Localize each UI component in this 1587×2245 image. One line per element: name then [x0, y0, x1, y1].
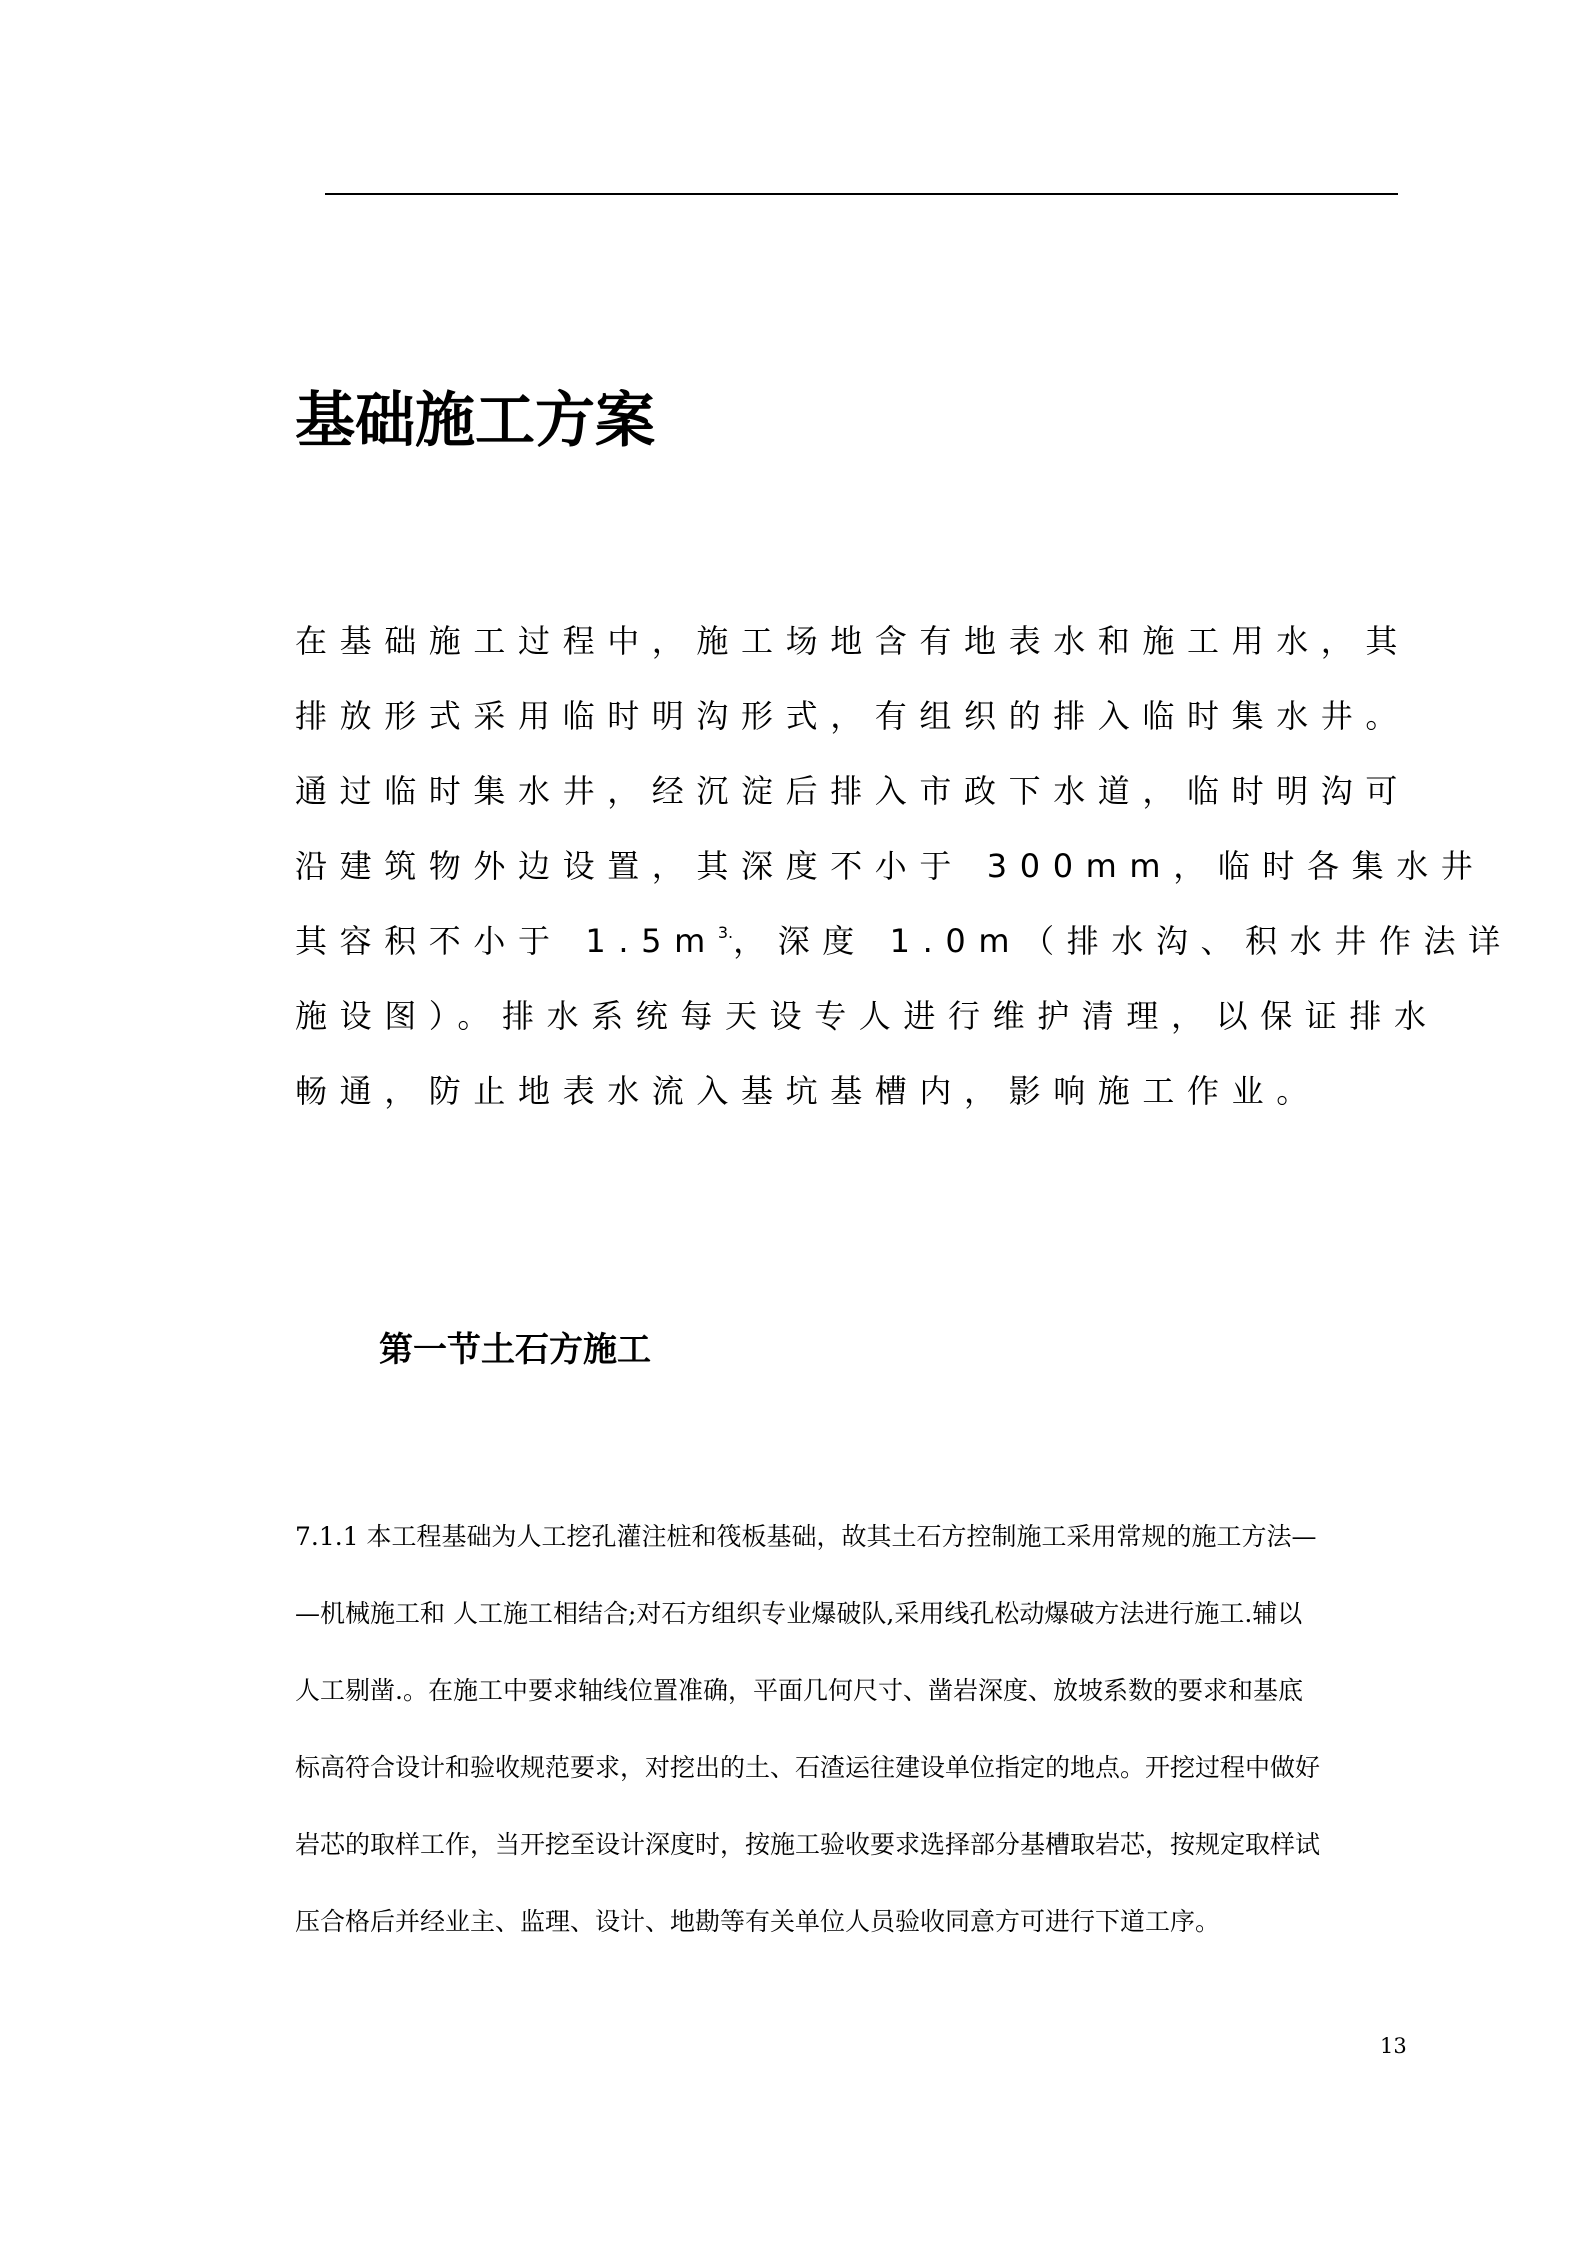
- body-line: 压合格后并经业主、监理、设计、地勘等有关单位人员验收同意方可进行下道工序。: [295, 1907, 1221, 1936]
- body-paragraph: [295, 1512, 1445, 1974]
- intro-line-part: 其容积不小于 1.5m: [295, 922, 718, 960]
- body-line: —机械施工和 人工施工相结合;对石方组织专业爆破队,采用线孔松动爆破方法进行施工.辅以: [295, 1599, 1303, 1628]
- intro-line: 畅通，防止地表水流入基坑基槽内，影响施工作业。: [295, 1072, 1321, 1110]
- body-line: 7.1.1 本工程基础为人工挖孔灌注桩和筏板基础，故其土石方控制施工采用常规的施工方法—: [295, 1522, 1317, 1551]
- intro-line: 在基础施工过程中，施工场地含有地表水和施工用水，其: [295, 622, 1411, 660]
- superscript-cubic: 3.: [717, 923, 734, 942]
- document-title: 基础施工方案: [295, 386, 655, 456]
- intro-line: 沿建筑物外边设置，其深度不小于 300mm，临时各集水井: [295, 847, 1486, 885]
- body-line: 岩芯的取样工作，当开挖至设计深度时，按施工验收要求选择部分基槽取岩芯，按规定取样试: [295, 1830, 1321, 1859]
- section-heading: 第一节土石方施工: [379, 1330, 651, 1370]
- intro-paragraph: [295, 604, 1513, 1129]
- intro-line: 通过临时集水井，经沉淀后排入市政下水道，临时明沟可: [295, 772, 1411, 810]
- body-line: 标高符合设计和验收规范要求，对挖出的土、石渣运往建设单位指定的地点。开挖过程中做好: [295, 1753, 1321, 1782]
- page-number: 13: [1380, 2034, 1407, 2058]
- header-rule: [325, 193, 1398, 195]
- intro-line: 排放形式采用临时明沟形式，有组织的排入临时集水井。: [295, 697, 1411, 735]
- intro-line: [295, 904, 1513, 979]
- intro-line: 施设图）。排水系统每天设专人进行维护清理，以保证排水: [295, 997, 1439, 1035]
- intro-line-part: ，深度 1.0m（排水沟、积水井作法详: [733, 922, 1513, 960]
- body-line: 人工剔凿.。在施工中要求轴线位置准确，平面几何尺寸、凿岩深度、放坡系数的要求和基底: [295, 1676, 1303, 1705]
